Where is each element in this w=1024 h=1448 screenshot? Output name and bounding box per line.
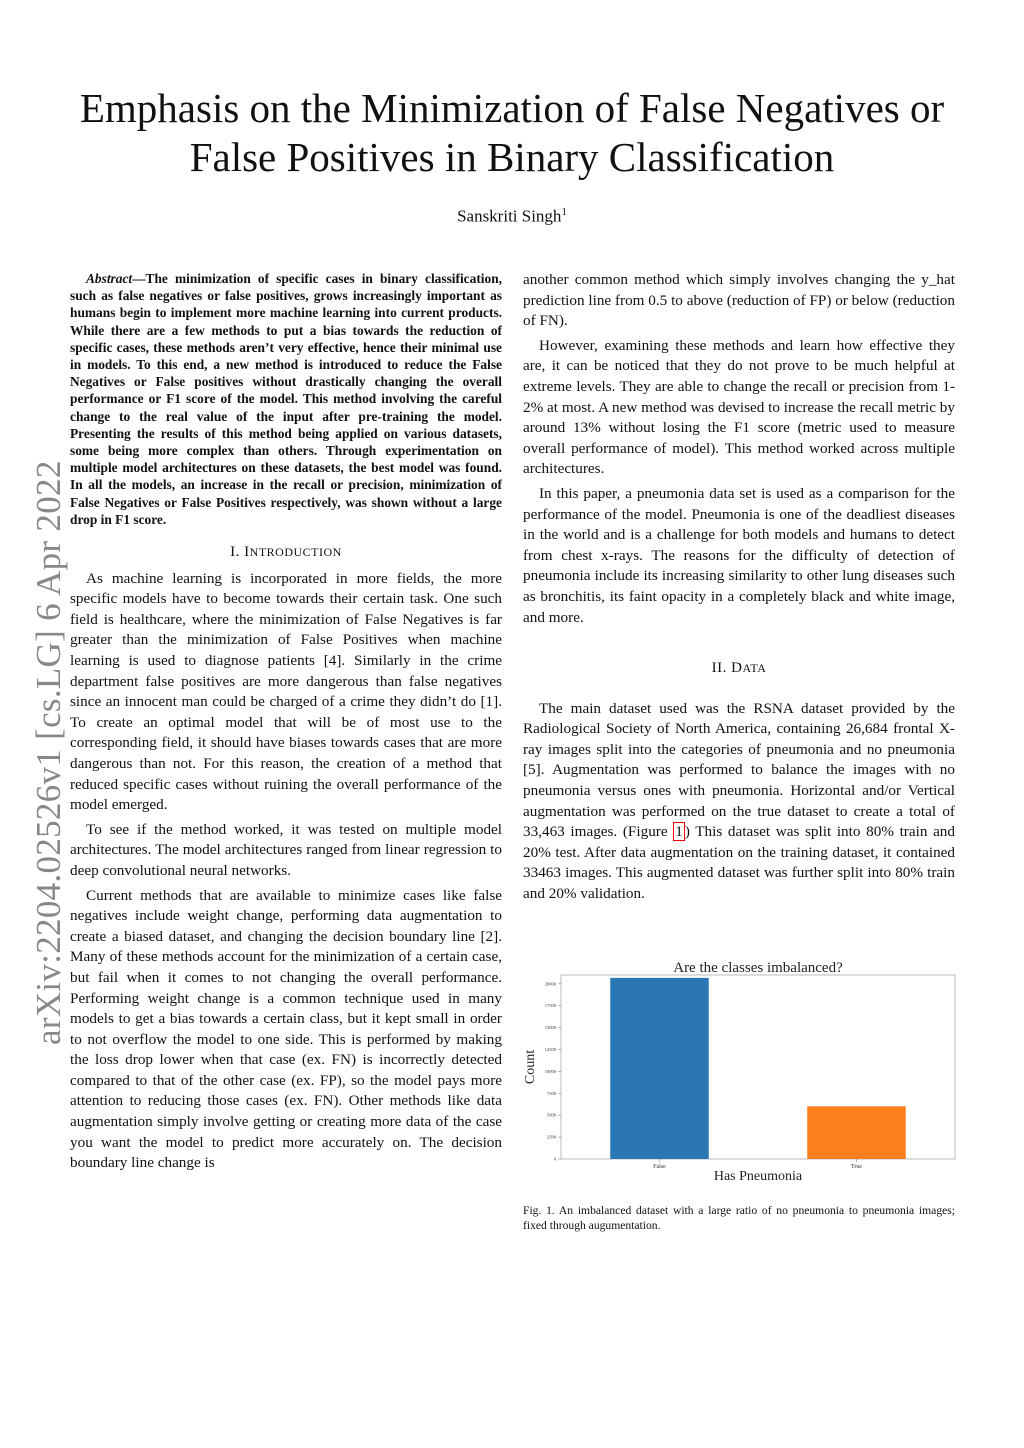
section-heading-data bbox=[523, 658, 955, 679]
author-affiliation: 1 bbox=[561, 206, 567, 218]
y-tick-label: 17500 bbox=[544, 1003, 556, 1009]
author bbox=[0, 206, 1024, 227]
y-axis-label: Count bbox=[523, 1049, 538, 1085]
data-paragraph bbox=[523, 699, 955, 905]
section-number: II. bbox=[711, 660, 727, 677]
bar-true bbox=[807, 1106, 906, 1159]
section-heading-introduction bbox=[70, 542, 502, 563]
section-smallcaps: ATA bbox=[742, 661, 767, 676]
abstract bbox=[70, 270, 502, 528]
intro-paragraph: another common method which simply involves changing the y_hat prediction line from 0.5 to above (reduction of FP) or below (reduction of FN). bbox=[523, 271, 955, 330]
y-tick-label: 2500 bbox=[547, 1134, 556, 1140]
y-tick-label: 10000 bbox=[544, 1068, 556, 1074]
section-initial: D bbox=[731, 660, 743, 677]
y-tick-label: 7500 bbox=[547, 1090, 556, 1096]
right-column bbox=[523, 270, 955, 909]
figure-1 bbox=[523, 955, 959, 1185]
intro-paragraph: Current methods that are available to minimize cases like false negatives include weight change, performing data augmentation to create a biased dataset, and changing the decision boundary line [2]. Many of these methods account for the minimization of a certain case, but fail when it comes to not changing the overall performance. Performing weight change is a common technique used in many models to get a bias towards a certain class, but it kept small in order to not overflow the model to one side. This is performed by making the loss drop lower when that case (ex. FN) is incorrectly detected compared to that of the other case (ex. FP), so the model pays more attention to reducing those cases (ex. FN). Other methods like data augmentation simply involve getting or creating more data of the case you want the model to predict more accurately on. The decision boundary line change is bbox=[70, 886, 502, 1172]
abstract-label: Abstract bbox=[86, 271, 133, 286]
section-number: I. bbox=[230, 544, 240, 561]
bar-chart bbox=[523, 955, 959, 1185]
intro-paragraph: To see if the method worked, it was tested on multiple model architectures. The model architectures ranged from linear regression to deep convolutional neural networks. bbox=[70, 820, 502, 879]
author-name: Sanskriti Singh bbox=[457, 206, 562, 226]
abstract-text: —The minimization of specific cases in binary classification, such as false negatives or false positives, grows increasingly important as humans begin to implement more machine learning into current products. While there are a few methods to put a bias towards the reduction of specific cases, these methods aren’t very effective, hence their minimal use in models. To this end, a new method is introduced to reduce the False Negatives or False positives without drastically changing the overall performance or F1 score of the model. This method involving the careful change to the real value of the input after pre-training the model. Presenting the results of this method being applied on various datasets, some being more complex than others. Through experimentation on multiple model architectures on these datasets, the best model was found. In all the models, an increase in the recall or precision, minimization of False Negatives or False Positives respectively, was shown without a large drop in F1 score. bbox=[70, 271, 502, 527]
section-smallcaps: NTRODUCTION bbox=[249, 545, 342, 560]
y-tick-label: 15000 bbox=[544, 1025, 556, 1031]
x-tick-label: False bbox=[653, 1164, 666, 1170]
y-tick-label: 0 bbox=[553, 1156, 556, 1162]
x-axis-label: Has Pneumonia bbox=[713, 1169, 803, 1184]
y-tick-label: 5000 bbox=[547, 1112, 556, 1118]
data-text: The main dataset used was the RSNA dataset provided by the Radiological Society of North America, containing 26,684 frontal X-ray images split into the categories of pneumonia and no pneumonia [5]. Augmentation was performed to balance the images with no pneumonia versus ones with pneumonia. Horizontal and/or Vertical augmentation was performed on the true dataset to create a total of 33,463 images. (Figure bbox=[523, 699, 955, 841]
chart-title: Are the classes imbalanced? bbox=[673, 960, 843, 976]
section-initial: I bbox=[244, 544, 250, 561]
left-column bbox=[70, 270, 502, 1178]
intro-paragraph: In this paper, a pneumonia data set is used as a comparison for the performance of the model. Pneumonia is one of the deadliest diseases in the world and is a challenge for both models and humans to detect from chest x-rays. The reasons for the difficulty of detection of pneumonia include its increasing similarity to other lung diseases such as bronchitis, its faint opacity in a completely black and white image, and more. bbox=[523, 484, 955, 626]
arxiv-identifier: arXiv:2204.02526v1 [cs.LG] 6 Apr 2022 bbox=[29, 460, 68, 1045]
intro-paragraph: As machine learning is incorporated in more fields, the more specific models have to become towards their certain task. One such field is healthcare, where the minimization of False Negatives is far greater than the minimization of False Positives when machine learning is used to diagnose patients [4]. Similarly in the crime department false positives are more dangerous than false negatives since an innocent man could be charged of a crime they didn’t do [1]. To create an optimal model that will be of most use to the corresponding field, it should have biases towards cases that are more dangerous than not. For this reason, the creation of a method that reduced specific cases without ruining the overall performance of the model emerged. bbox=[70, 569, 502, 814]
y-tick-label: 20000 bbox=[544, 981, 556, 987]
figure-caption: Fig. 1. An imbalanced dataset with a large ratio of no pneumonia to pneumonia images; fixed through augumentation. bbox=[523, 1204, 955, 1232]
bar-false bbox=[610, 978, 709, 1159]
x-tick-label: True bbox=[850, 1164, 863, 1170]
y-tick-label: 12500 bbox=[544, 1046, 556, 1052]
paper-title: Emphasis on the Minimization of False Negatives or False Positives in Binary Classification bbox=[79, 85, 945, 180]
figure-reference-link[interactable]: 1 bbox=[675, 823, 683, 841]
data-text: ) This dataset was split into 80% train and 20% test. After data augmentation on the training dataset, it contained 33463 images. This augmented dataset was further split into 80% train and 20% validation. bbox=[523, 823, 955, 903]
intro-paragraph: However, examining these methods and learn how effective they are, it can be noticed that they do not prove to be much helpful at extreme levels. They are able to change the recall or precision from 1-2% at most. A new method was devised to increase the recall metric by around 13% without losing the F1 score (metric used to measure overall performance of model). This method worked across multiple architectures. bbox=[523, 336, 955, 478]
